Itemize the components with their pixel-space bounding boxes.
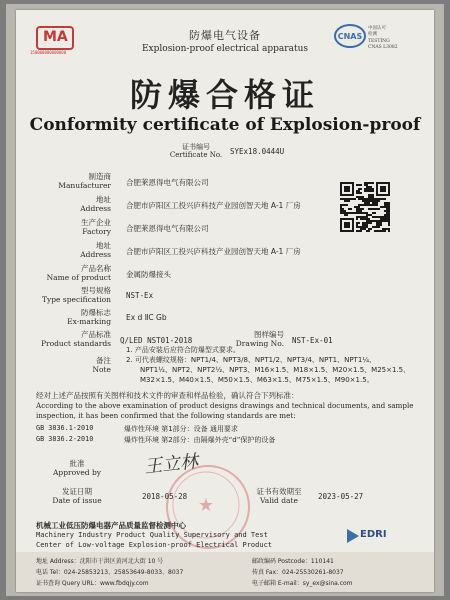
label-address-2: 地址 Address [80,241,111,259]
cert-no-label-en: Certificate No. [169,151,223,159]
note-line: 2. 可代表螺纹规格：NPT1/4、NPT3/8、NPT1/2、NPT3/4、NPT1、NPT1¼、 [126,356,377,364]
label-exmarking: 防爆标志 Ex-marking [67,308,111,326]
label-note: 备注 Note [92,356,111,374]
statement-cn: 经对上述产品按照有关图样和技术文件的审查和样品检验，确认符合下列标准： [36,391,299,400]
value-standards: Q/LED NST01-2018 [120,336,193,345]
cnas-text: CNAS [337,32,363,41]
note-line: M32×1.5、M40×1.5、M50×1.5、M63×1.5、M75×1.5、M90×1.5。 [140,376,374,384]
center-name-en-1: Machinery Industry Product Quality Supervisory and Test [36,531,268,539]
cert-no-label-cn: 证书编号 [182,143,210,151]
center-name-cn: 机械工业低压防爆电器产品质量监督检测中心 [36,521,186,530]
header-title-en: Explosion-proof electrical apparatus [141,44,309,54]
note-line: NPT1½、NPT2、NPT2½、NPT3、M16×1.5、M18×1.5、M20×1.5、M25×1.5、 [140,366,411,374]
standard-text: 爆炸性环境 第2部分：由隔爆外壳“d”保护的设备 [124,436,276,444]
value-address-1: 合肥市庐阳区工投兴庐科技产业园创智天地 A-1 厂房 [126,201,301,210]
valid-date: 2023-05-27 [318,492,364,501]
issue-label-en: Date of issue [52,496,102,505]
label-address-1: 地址 Address [80,195,111,213]
approved-label-cn: 批准 [69,459,85,468]
value-address-2: 合肥市庐阳区工投兴庐科技产业园创智天地 A-1 厂房 [126,247,301,256]
value-product: 金属防爆接头 [126,270,171,279]
signature: 王立林 [143,451,200,478]
standard-code: GB 3836.1-2010 [36,424,94,432]
value-drawing: NST-Ex-01 [292,336,333,345]
statement-en-1: According to the above examination of product designs drawings and technical documents, and sample [36,401,414,410]
label-standards: 产品标准 Product standards [40,330,111,348]
svg-text:★: ★ [197,495,215,516]
footer-query-url: 证书查询 Query URL：www.fbdqjy.com [36,580,149,587]
center-name-en-2: Center of Low-voltage Explosion-proof Electrical Product [36,541,273,549]
standard-code: GB 3836.2-2010 [36,435,94,443]
label-product: 产品名称 Name of product [46,264,111,282]
edri-logo: EDRI [346,526,386,546]
qr-code [340,182,390,232]
footer-email: 电子邮箱 E-mail：sy_ex@sina.com [252,580,353,587]
standard-text: 爆炸性环境 第1部分：设备 通用要求 [124,425,238,433]
cnas-caption-cn: 中国认可 检测 [368,26,386,37]
note-line: 1. 产品安装后应符合防爆型式要求。 [126,346,240,354]
value-manufacturer: 合肥莱恩得电气有限公司 [126,178,209,187]
cnas-logo [334,24,366,48]
approved-label-en: Approved by [52,468,102,477]
cnas-caption-en: TESTING CNAS L3082 [368,39,398,50]
value-factory: 合肥莱恩得电气有限公司 [126,224,209,233]
label-manufacturer: 制造商 Manufacturer [58,172,111,190]
issue-label-cn: 发证日期 [62,487,92,496]
label-type: 型号规格 Type specification [42,286,111,304]
certificate-paper [16,10,434,592]
label-factory: 生产企业 Factory [81,218,111,236]
footer-fax: 传真 Fax：024-25530261-8037 [252,569,344,576]
cma-number: 150000080000000 [30,50,67,55]
value-exmarking: Ex d ⅡC Gb [126,313,167,322]
issue-date: 2018-05-28 [142,492,188,501]
cert-title-en: Conformity certificate of Explosion-proof [29,115,421,135]
footer-tel: 电话 Tel：024-25853213、25853649-8033、8037 [36,569,184,576]
valid-label-cn: 证书有效期至 [256,487,302,496]
label-drawing: 图样编号 Drawing No. [235,330,284,348]
header-title-cn: 防爆电气设备 [189,29,261,42]
cert-no-value: SYEx18.0444U [230,147,285,156]
valid-label-en: Valid date [260,496,298,505]
cma-logo: MA [36,26,74,50]
value-type: NST-Ex [126,291,154,300]
footer-address: 地址 Address：沈阳市于洪区黄河北大街 10 号 [36,558,164,565]
footer-postcode: 邮政编码 Postcode：110141 [252,558,334,565]
cert-title-cn: 防爆合格证 [129,76,320,114]
statement-en-2: inspection, it has been confirmed that the following standards are met: [36,411,296,420]
